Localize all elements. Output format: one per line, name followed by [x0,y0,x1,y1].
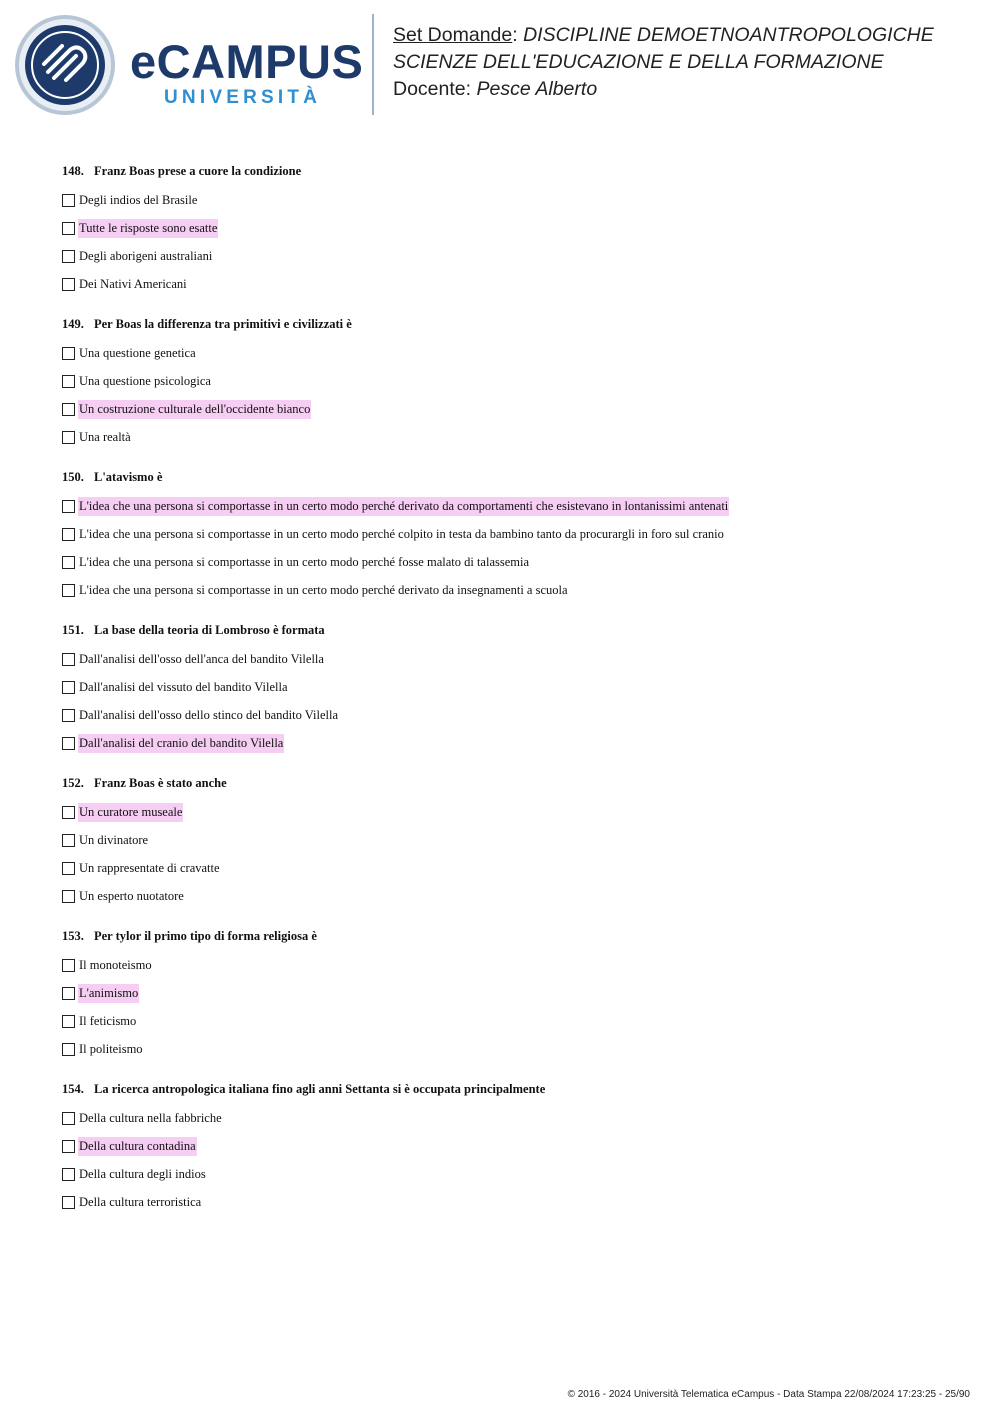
answer-option[interactable] [62,673,962,701]
answer-text: Degli aborigeni australiani [79,248,213,263]
answer-checkbox[interactable] [62,278,75,291]
answer-checkbox[interactable] [62,431,75,444]
question-title [62,619,962,641]
answer-checkbox[interactable] [62,347,75,360]
question-block [62,925,962,1063]
answer-option[interactable] [62,423,962,451]
answer-text: Il politeismo [79,1041,143,1056]
answer-text: L'idea che una persona si comportasse in un certo modo perché colpito in testa da bambino tanto da procurargli in foro sul cranio [79,526,724,541]
teacher-label: Docente [393,78,466,100]
question-block [62,313,962,451]
answer-text: Degli indios del Brasile [79,192,198,207]
answer-option[interactable] [62,729,962,757]
question-number: 149. [62,317,84,331]
subject-line1: DISCIPLINE DEMOETNOANTROPOLOGICHE [523,24,934,46]
answer-option[interactable] [62,1160,962,1188]
question-number: 152. [62,776,84,790]
answer-checkbox[interactable] [62,222,75,235]
answer-text: Una questione psicologica [79,373,211,388]
answer-text: Della cultura degli indios [79,1166,206,1181]
question-title [62,466,962,488]
question-list [62,160,962,1231]
answer-option[interactable] [62,270,962,298]
question-title [62,925,962,947]
answer-checkbox[interactable] [62,250,75,263]
answer-checkbox[interactable] [62,653,75,666]
answer-option[interactable] [62,242,962,270]
answer-checkbox[interactable] [62,1043,75,1056]
answer-checkbox[interactable] [62,1112,75,1125]
answer-text: Della cultura nella fabbriche [79,1110,222,1125]
page-header [0,0,1000,130]
answer-text: Una realtà [79,429,131,444]
answer-checkbox[interactable] [62,556,75,569]
answer-checkbox[interactable] [62,834,75,847]
question-title [62,772,962,794]
question-block [62,160,962,298]
answer-text: Un rappresentate di cravatte [79,860,220,875]
question-block [62,466,962,604]
teacher-name: Pesce Alberto [476,78,598,100]
answer-text: Dall'analisi del vissuto del bandito Vilella [79,679,288,694]
question-title [62,313,962,335]
answer-text: Una questione genetica [79,345,196,360]
answer-option[interactable] [62,520,962,548]
answer-option[interactable] [62,951,962,979]
answer-option[interactable] [62,339,962,367]
answer-text-correct: Dall'analisi del cranio del bandito Vilella [78,734,284,753]
teacher-line: Docente: Pesce Alberto [393,78,598,100]
answer-checkbox[interactable] [62,709,75,722]
subject-line2: SCIENZE DELL'EDUCAZIONE E DELLA FORMAZIONE [393,51,884,73]
answer-text: Della cultura terroristica [79,1194,202,1209]
answer-option[interactable] [62,1132,962,1160]
answer-option[interactable] [62,214,962,242]
question-text: Franz Boas è stato anche [94,776,227,790]
question-number: 148. [62,164,84,178]
answer-checkbox[interactable] [62,806,75,819]
logo-wordmark: eCAMPUS [130,35,364,88]
answer-checkbox[interactable] [62,375,75,388]
answer-text: Dei Nativi Americani [79,276,187,291]
answer-checkbox[interactable] [62,890,75,903]
question-number: 150. [62,470,84,484]
answer-option[interactable] [62,645,962,673]
question-text: Franz Boas prese a cuore la condizione [94,164,302,178]
header-info [393,22,934,103]
answer-option[interactable] [62,492,962,520]
question-number: 153. [62,929,84,943]
answer-text-correct: Tutte le risposte sono esatte [78,219,218,238]
answer-option[interactable] [62,979,962,1007]
answer-text: Un divinatore [79,832,149,847]
answer-checkbox[interactable] [62,500,75,513]
answer-text: Il feticismo [79,1013,137,1028]
question-text: La ricerca antropologica italiana fino agli anni Settanta si è occupata principalmente [94,1082,546,1096]
question-block [62,619,962,757]
answer-option[interactable] [62,367,962,395]
answer-option[interactable] [62,1104,962,1132]
question-text: Per Boas la differenza tra primitivi e civilizzati è [94,317,352,331]
answer-text-correct: Un costruzione culturale dell'occidente bianco [78,400,311,419]
question-number: 151. [62,623,84,637]
set-label: Set Domande [393,24,513,46]
question-block [62,772,962,910]
answer-text-correct: Un curatore museale [78,803,183,822]
ecampus-emblem-icon [14,14,116,116]
answer-text: Dall'analisi dell'osso dello stinco del bandito Vilella [79,707,339,722]
question-title [62,1078,962,1100]
answer-checkbox[interactable] [62,959,75,972]
answer-text-correct: L'animismo [78,984,139,1003]
question-text: La base della teoria di Lombroso è formata [94,623,325,637]
subject-line-2 [393,49,934,76]
question-number: 154. [62,1082,84,1096]
answer-option[interactable] [62,798,962,826]
answer-text: L'idea che una persona si comportasse in un certo modo perché fosse malato di talassemia [79,554,530,569]
answer-checkbox[interactable] [62,528,75,541]
answer-option[interactable] [62,576,962,604]
answer-option[interactable] [62,1007,962,1035]
page-footer: © 2016 - 2024 Università Telematica eCampus - Data Stampa 22/08/2024 17:23:25 - 25/90 [567,1389,970,1400]
answer-option[interactable] [62,1035,962,1063]
answer-option[interactable] [62,826,962,854]
answer-text-correct: Della cultura contadina [78,1137,197,1156]
answer-checkbox[interactable] [62,584,75,597]
answer-option[interactable] [62,548,962,576]
question-text: Per tylor il primo tipo di forma religiosa è [94,929,317,943]
logo-subtitle: UNIVERSITÀ [164,87,322,108]
subject-line: Set Domande: DISCIPLINE DEMOETNOANTROPOLOGICHE [393,24,934,46]
answer-text-correct: L'idea che una persona si comportasse in un certo modo perché derivato da comportamenti che esistevano in lontanissimi antenati [78,497,729,516]
answer-text: L'idea che una persona si comportasse in un certo modo perché derivato da insegnamenti a scuola [79,582,568,597]
question-title [62,160,962,182]
answer-checkbox[interactable] [62,987,75,1000]
answer-checkbox[interactable] [62,1168,75,1181]
question-block [62,1078,962,1216]
answer-checkbox[interactable] [62,1196,75,1209]
answer-checkbox[interactable] [62,862,75,875]
answer-text: Un esperto nuotatore [79,888,184,903]
answer-option[interactable] [62,854,962,882]
header-divider [372,14,374,115]
answer-text: Il monoteismo [79,957,152,972]
question-text: L'atavismo è [94,470,163,484]
answer-option[interactable] [62,701,962,729]
answer-option[interactable] [62,186,962,214]
answer-option[interactable] [62,395,962,423]
answer-checkbox[interactable] [62,1015,75,1028]
answer-checkbox[interactable] [62,1140,75,1153]
answer-checkbox[interactable] [62,737,75,750]
answer-option[interactable] [62,882,962,910]
answer-option[interactable] [62,1188,962,1216]
answer-checkbox[interactable] [62,681,75,694]
answer-checkbox[interactable] [62,403,75,416]
answer-text: Dall'analisi dell'osso dell'anca del bandito Vilella [79,651,324,666]
answer-checkbox[interactable] [62,194,75,207]
